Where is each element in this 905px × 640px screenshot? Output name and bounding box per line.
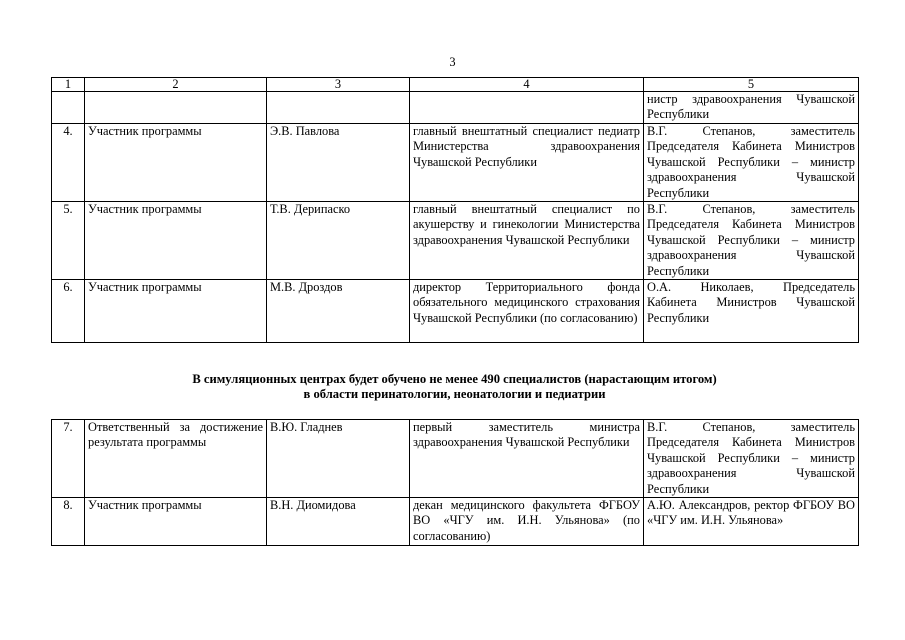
table-row [52,420,859,498]
table-row [52,280,859,343]
header-col-2: 2 [85,78,267,92]
header-col-4: 4 [410,78,644,92]
table-header-row [52,78,859,92]
row-responsible: В.Г. Степанов, заместитель Председателя Кабинета Министров Чувашской Республики – министр здравоохранения Чувашской Республики [644,202,859,280]
section-heading-line-1: В симуляционных центрах будет обучено не менее 490 специалистов (нарастающим итогом) [192,372,717,386]
row-number: 6. [52,280,85,343]
participants-table-bottom [51,419,859,546]
row-number: 4. [52,124,85,202]
table-row [52,202,859,280]
row-position: главный внештатный специалист по акушерству и гинекологии Министерства здравоохранения Чувашской Республики [410,202,644,280]
section-heading-line-2: в области перинатологии, неонатологии и педиатрии [303,387,606,402]
row-responsible: В.Г. Степанов, заместитель Председателя Кабинета Министров Чувашской Республики – министр здравоохранения Чувашской Республики [644,420,859,498]
row-role: Ответственный за достижение результата программы [85,420,267,498]
row-person [267,92,410,124]
row-person: М.В. Дроздов [267,280,410,343]
table-row [52,92,859,124]
row-position: декан медицинского факультета ФГБОУ ВО «ЧГУ им. И.Н. Ульянова» (по согласованию) [410,498,644,546]
row-responsible: О.А. Николаев, Председатель Кабинета Министров Чувашской Республики [644,280,859,343]
row-number [52,92,85,124]
page-number: 3 [449,55,456,69]
table-row [52,124,859,202]
header-col-3: 3 [267,78,410,92]
header-col-5: 5 [644,78,859,92]
row-role: Участник программы [85,202,267,280]
row-number: 5. [52,202,85,280]
row-responsible: В.Г. Степанов, заместитель Председателя Кабинета Министров Чувашской Республики – министр здравоохранения Чувашской Республики [644,124,859,202]
row-position: главный внештатный специалист педиатр Министерства здравоохранения Чувашской Республики [410,124,644,202]
row-person: В.Н. Диомидова [267,498,410,546]
row-role [85,92,267,124]
row-position: первый заместитель министра здравоохранения Чувашской Республики [410,420,644,498]
participants-table-top [51,77,859,343]
row-position [410,92,644,124]
row-position: директор Территориального фонда обязательного медицинского страхования Чувашской Республики (по согласованию) [410,280,644,343]
row-responsible: нистр здравоохранения Чувашской Республики [644,92,859,124]
row-person: Э.В. Павлова [267,124,410,202]
row-person: В.Ю. Гладнев [267,420,410,498]
row-role: Участник программы [85,280,267,343]
table-row [52,498,859,546]
row-responsible: А.Ю. Александров, ректор ФГБОУ ВО «ЧГУ им. И.Н. Ульянова» [644,498,859,546]
row-role: Участник программы [85,498,267,546]
row-number: 8. [52,498,85,546]
row-person: Т.В. Дерипаско [267,202,410,280]
row-role: Участник программы [85,124,267,202]
row-number: 7. [52,420,85,498]
section-heading [51,372,858,403]
header-col-1: 1 [52,78,85,92]
